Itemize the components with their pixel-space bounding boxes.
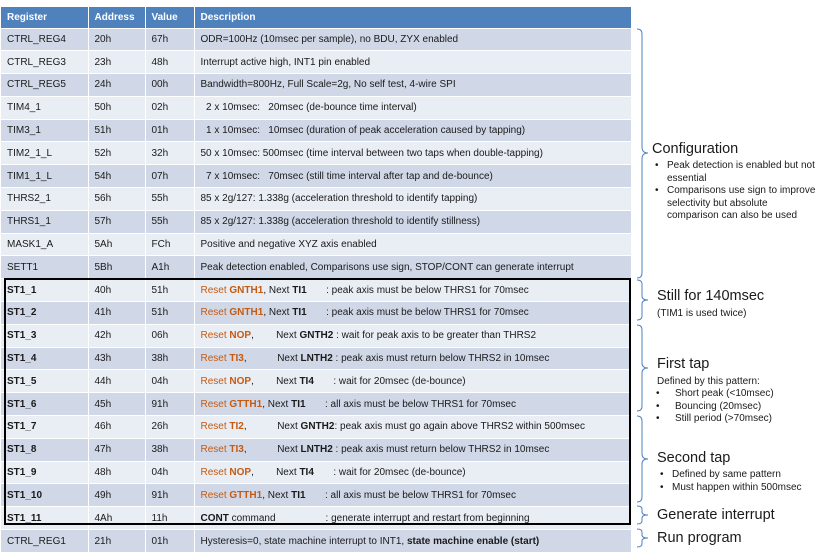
cell-value: FCh	[145, 233, 194, 256]
description-segment: Positive and negative XYZ axis enabled	[200, 239, 377, 251]
cell-address: 5Bh	[88, 256, 145, 279]
cell-register: SETT1	[1, 256, 88, 279]
first-tap-bullet: • Still period (>70msec)	[653, 413, 822, 426]
description-segment: LNTH2	[300, 353, 333, 365]
cell-register: ST1_8	[1, 438, 88, 461]
still-title: Still for 140msec	[657, 288, 765, 304]
description-segment: TI4	[299, 467, 314, 479]
cell-value: 51h	[145, 302, 194, 325]
description-segment: , Next	[251, 330, 300, 342]
description-segment: Reset	[200, 375, 230, 387]
table-row	[1, 28, 631, 51]
cell-address: 43h	[88, 347, 145, 370]
table-row	[1, 530, 631, 553]
cell-address: 20h	[88, 28, 145, 51]
first-tap-bullets	[653, 388, 822, 426]
cell-description	[194, 28, 631, 51]
cell-value: 38h	[145, 438, 194, 461]
table-row	[1, 165, 631, 188]
description-segment: , Next	[243, 353, 301, 365]
description-segment: GTTH1	[229, 489, 263, 501]
table-row	[1, 438, 631, 461]
description-segment: command : generate interrupt and restart from beginning	[228, 512, 530, 524]
description-segment: 50 x 10msec: 500msec (time interval between two taps when double-tapping)	[200, 147, 543, 159]
description-segment: : peak axis must go again above THRS2 within 500msec	[334, 421, 585, 433]
cell-description	[194, 96, 631, 119]
table-row	[1, 119, 631, 142]
cell-address: 44h	[88, 370, 145, 393]
cell-register: ST1_2	[1, 302, 88, 325]
cell-address: 42h	[88, 324, 145, 347]
header-register: Register	[1, 7, 88, 28]
first-tap-sub: Defined by this pattern:	[657, 376, 760, 387]
description-segment: GNTH2	[299, 330, 334, 342]
table-row	[1, 507, 631, 530]
cell-address: 54h	[88, 165, 145, 188]
table-row	[1, 324, 631, 347]
cell-address: 45h	[88, 393, 145, 416]
cell-description	[194, 119, 631, 142]
cell-address: 57h	[88, 210, 145, 233]
cell-description	[194, 438, 631, 461]
cell-description	[194, 233, 631, 256]
table-row	[1, 484, 631, 507]
cell-description	[194, 74, 631, 97]
cell-register: CTRL_REG1	[1, 530, 88, 553]
cell-value: 04h	[145, 461, 194, 484]
still-sub: (TIM1 is used twice)	[657, 308, 747, 319]
second-tap-title: Second tap	[657, 450, 731, 466]
cell-description	[194, 484, 631, 507]
description-segment: , Next	[251, 375, 300, 387]
first-tap-title: First tap	[657, 356, 710, 372]
annotation-second-tap	[657, 450, 822, 494]
second-tap-bullet: • Must happen within 500msec	[657, 482, 822, 495]
cell-register: TIM4_1	[1, 96, 88, 119]
table-row	[1, 393, 631, 416]
configuration-bullet: • Peak detection is enabled but not essential	[652, 160, 820, 185]
description-segment: TI3	[229, 353, 244, 365]
description-segment: TI3	[229, 444, 244, 456]
description-segment: , Next	[243, 421, 301, 433]
cell-value: 91h	[145, 393, 194, 416]
cell-register: TIM3_1	[1, 119, 88, 142]
description-segment: , Next	[263, 307, 293, 319]
description-segment: : peak axis must return below THRS2 in 10msec	[332, 444, 550, 456]
description-segment: 7 x 10msec: 70msec (still time interval after tap and de-bounce)	[200, 170, 493, 182]
description-segment: GNTH1	[229, 307, 264, 319]
annotation-generate-interrupt: Generate interrupt	[657, 507, 775, 523]
table-row	[1, 188, 631, 211]
description-segment: : peak axis must be below THRS1 for 70msec	[306, 284, 529, 296]
description-segment: CONT	[200, 512, 229, 524]
cell-description	[194, 142, 631, 165]
cell-value: 04h	[145, 370, 194, 393]
description-segment: Interrupt active high, INT1 pin enabled	[200, 56, 371, 68]
description-segment: Hysteresis=0, state machine interrupt to INT1,	[200, 535, 407, 547]
description-segment: : peak axis must be below THRS1 for 70msec	[306, 307, 529, 319]
cell-description	[194, 279, 631, 302]
cell-register: MASK1_A	[1, 233, 88, 256]
cell-description	[194, 530, 631, 553]
cell-address: 52h	[88, 142, 145, 165]
header-value: Value	[145, 7, 194, 28]
brace-first-tap	[636, 324, 650, 412]
description-segment: , Next	[262, 489, 292, 501]
cell-description	[194, 416, 631, 439]
cell-description	[194, 324, 631, 347]
cell-value: 91h	[145, 484, 194, 507]
cell-register: THRS1_1	[1, 210, 88, 233]
cell-address: 51h	[88, 119, 145, 142]
cell-address: 50h	[88, 96, 145, 119]
configuration-bullet: • Comparisons use sign to improve selectivity but absolute comparison can also be used	[652, 185, 820, 223]
cell-register: ST1_9	[1, 461, 88, 484]
cell-value: 02h	[145, 96, 194, 119]
cell-value: 01h	[145, 119, 194, 142]
brace-configuration	[636, 28, 650, 279]
cell-description	[194, 393, 631, 416]
cell-description	[194, 370, 631, 393]
description-segment: GNTH2	[300, 421, 335, 433]
second-tap-bullet: • Defined by same pattern	[657, 469, 822, 482]
header-description: Description	[194, 7, 631, 28]
description-segment: , Next	[251, 467, 300, 479]
cell-description	[194, 256, 631, 279]
annotation-configuration	[652, 141, 820, 223]
cell-value: 07h	[145, 165, 194, 188]
cell-description	[194, 51, 631, 74]
description-segment: TI1	[291, 489, 306, 501]
description-segment: 85 x 2g/127: 1.338g (acceleration threshold to identify stillness)	[200, 216, 481, 228]
cell-value: 06h	[145, 324, 194, 347]
cell-register: ST1_1	[1, 279, 88, 302]
cell-description	[194, 507, 631, 530]
table-row	[1, 370, 631, 393]
cell-register: CTRL_REG5	[1, 74, 88, 97]
description-segment: NOP	[229, 330, 252, 342]
cell-value: 55h	[145, 188, 194, 211]
cell-address: 46h	[88, 416, 145, 439]
annotation-run-program: Run program	[657, 530, 742, 546]
brace-still	[636, 279, 650, 321]
cell-address: 47h	[88, 438, 145, 461]
header-address: Address	[88, 7, 145, 28]
description-segment: 85 x 2g/127: 1.338g (acceleration threshold to identify tapping)	[200, 193, 478, 205]
description-segment: TI1	[292, 307, 307, 319]
description-segment: LNTH2	[300, 444, 333, 456]
cell-register: ST1_10	[1, 484, 88, 507]
description-segment: Reset	[200, 421, 230, 433]
description-segment: Reset	[200, 307, 230, 319]
description-segment: Reset	[200, 398, 230, 410]
description-segment: NOP	[229, 375, 252, 387]
description-segment: TI1	[291, 398, 306, 410]
cell-value: 01h	[145, 530, 194, 553]
cell-description	[194, 188, 631, 211]
brace-generate	[636, 505, 650, 525]
description-segment: NOP	[229, 467, 252, 479]
cell-address: 56h	[88, 188, 145, 211]
description-segment: Peak detection enabled, Comparisons use sign, STOP/CONT can generate interrupt	[200, 261, 574, 273]
brace-second-tap	[636, 415, 650, 503]
description-segment: Reset	[200, 353, 230, 365]
cell-description	[194, 347, 631, 370]
cell-address: 48h	[88, 461, 145, 484]
cell-description	[194, 210, 631, 233]
table-row	[1, 210, 631, 233]
description-segment: TI2	[229, 421, 244, 433]
cell-value: A1h	[145, 256, 194, 279]
description-segment: 2 x 10msec: 20msec (de-bounce time interval)	[200, 102, 417, 114]
cell-address: 40h	[88, 279, 145, 302]
cell-register: TIM1_1_L	[1, 165, 88, 188]
cell-register: ST1_7	[1, 416, 88, 439]
description-segment: : wait for 20msec (de-bounce)	[313, 375, 466, 387]
annotation-still	[657, 288, 822, 320]
cell-value: 51h	[145, 279, 194, 302]
cell-register: ST1_3	[1, 324, 88, 347]
description-segment: , Next	[262, 398, 292, 410]
cell-address: 21h	[88, 530, 145, 553]
table-row	[1, 74, 631, 97]
cell-register: TIM2_1_L	[1, 142, 88, 165]
cell-value: 00h	[145, 74, 194, 97]
description-segment: : wait for peak axis to be greater than THRS2	[333, 330, 537, 342]
description-segment: 1 x 10msec: 10msec (duration of peak acceleration caused by tapping)	[200, 125, 526, 137]
cell-register: THRS2_1	[1, 188, 88, 211]
description-segment: state machine enable (start)	[406, 535, 540, 547]
configuration-title: Configuration	[652, 141, 739, 157]
description-segment: Reset	[200, 444, 230, 456]
description-segment: , Next	[263, 284, 293, 296]
second-tap-bullets	[657, 469, 822, 494]
cell-register: ST1_11	[1, 507, 88, 530]
description-segment: : all axis must be below THRS1 for 70msec	[305, 489, 516, 501]
table-row	[1, 256, 631, 279]
cell-value: 55h	[145, 210, 194, 233]
cell-address: 23h	[88, 51, 145, 74]
description-segment: TI1	[292, 284, 307, 296]
description-segment: GTTH1	[229, 398, 263, 410]
description-segment: Reset	[200, 489, 230, 501]
cell-value: 38h	[145, 347, 194, 370]
table-row	[1, 416, 631, 439]
cell-address: 24h	[88, 74, 145, 97]
cell-value: 32h	[145, 142, 194, 165]
register-table	[1, 7, 632, 552]
first-tap-bullet: • Bouncing (20msec)	[653, 401, 822, 414]
description-segment: : wait for 20msec (de-bounce)	[313, 467, 466, 479]
table-row	[1, 233, 631, 256]
cell-register: CTRL_REG3	[1, 51, 88, 74]
cell-description	[194, 461, 631, 484]
description-segment: Reset	[200, 330, 230, 342]
description-segment: : all axis must be below THRS1 for 70msec	[305, 398, 516, 410]
cell-address: 4Ah	[88, 507, 145, 530]
cell-register: CTRL_REG4	[1, 28, 88, 51]
table-row	[1, 279, 631, 302]
description-segment: GNTH1	[229, 284, 264, 296]
table-row	[1, 96, 631, 119]
cell-description	[194, 165, 631, 188]
cell-register: ST1_6	[1, 393, 88, 416]
cell-address: 5Ah	[88, 233, 145, 256]
cell-address: 41h	[88, 302, 145, 325]
cell-value: 48h	[145, 51, 194, 74]
brace-run	[636, 528, 650, 548]
description-segment: TI4	[299, 375, 314, 387]
description-segment: ODR=100Hz (10msec per sample), no BDU, ZYX enabled	[200, 33, 459, 45]
cell-value: 26h	[145, 416, 194, 439]
table-row	[1, 302, 631, 325]
cell-register: ST1_4	[1, 347, 88, 370]
table-row	[1, 142, 631, 165]
cell-address: 49h	[88, 484, 145, 507]
description-segment: Bandwidth=800Hz, Full Scale=2g, No self test, 4-wire SPI	[200, 79, 456, 91]
first-tap-bullet: • Short peak (<10msec)	[653, 388, 822, 401]
cell-value: 11h	[145, 507, 194, 530]
annotation-first-tap	[657, 356, 822, 426]
cell-register: ST1_5	[1, 370, 88, 393]
table-row	[1, 347, 631, 370]
table-body	[1, 28, 631, 552]
cell-description	[194, 302, 631, 325]
description-segment: , Next	[243, 444, 301, 456]
table-row	[1, 51, 631, 74]
configuration-bullets	[652, 160, 820, 223]
description-segment: Reset	[200, 467, 230, 479]
table-row	[1, 461, 631, 484]
description-segment: : peak axis must return below THRS2 in 10msec	[332, 353, 550, 365]
description-segment: Reset	[200, 284, 230, 296]
table-header-row	[1, 7, 631, 28]
cell-value: 67h	[145, 28, 194, 51]
